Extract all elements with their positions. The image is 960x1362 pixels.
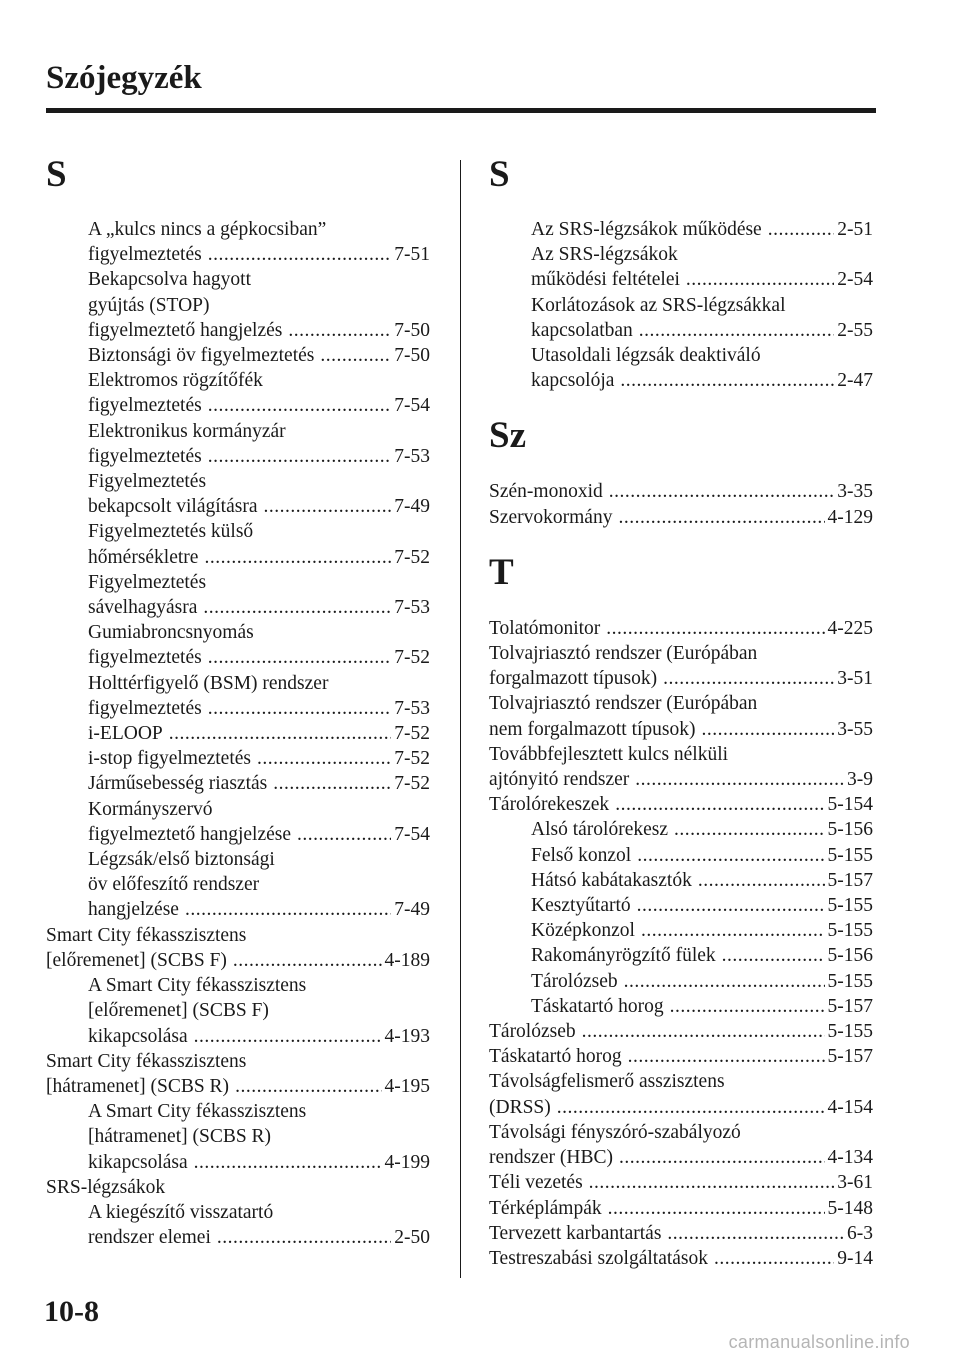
entry-last-line: [489, 1170, 873, 1195]
entry-last-line: [489, 666, 873, 691]
entry-last-line: [489, 1221, 873, 1246]
page-reference: 5-148: [827, 1197, 873, 1219]
entry-last-line: [88, 771, 430, 796]
index-entry: [489, 1246, 873, 1271]
dot-leader: [637, 893, 825, 918]
section-letter: S: [46, 154, 67, 195]
index-section: [489, 550, 873, 1271]
entry-text: A Smart City fékasszisztens: [88, 1101, 307, 1123]
entry-text: ajtónyitó rendszer: [489, 769, 630, 791]
entry-last-line: [531, 368, 873, 393]
entry-list: [489, 616, 873, 1271]
index-subentry: [489, 242, 873, 292]
entry-last-line: [531, 817, 873, 842]
dot-leader: [641, 918, 825, 943]
index-entry: [489, 1120, 873, 1170]
index-subentry: [46, 343, 430, 368]
entry-last-line: [88, 1225, 430, 1250]
dot-leader: [204, 545, 391, 570]
entry-text: hangjelzése: [88, 899, 179, 921]
entry-text: Figyelmeztetés: [88, 471, 207, 493]
entry-last-line: [46, 1175, 430, 1200]
dot-leader: [619, 1145, 825, 1170]
entry-text: kapcsolója: [531, 370, 615, 392]
entry-text: figyelmeztetés: [88, 244, 202, 266]
index-subentry: [46, 1099, 430, 1175]
index-subentry: [46, 671, 430, 721]
entry-text: SRS-légzsákok: [46, 1176, 166, 1198]
entry-last-line: [88, 822, 430, 847]
page-reference: 5-156: [827, 945, 873, 967]
entry-last-line: [46, 1074, 430, 1099]
entry-text: kapcsolatban: [531, 319, 633, 341]
dot-leader: [628, 1044, 825, 1069]
entry-text: Szervokormány: [489, 506, 613, 528]
index-subentry: [46, 771, 430, 796]
page-reference: 7-54: [394, 823, 430, 845]
entry-text: működési feltételei: [531, 269, 680, 291]
dot-leader: [288, 318, 391, 343]
page-reference: 9-14: [837, 1247, 873, 1269]
entry-last-line: [531, 843, 873, 868]
entry-text: A kiegészítő visszatartó: [88, 1201, 274, 1223]
page-reference: 3-61: [837, 1172, 873, 1194]
entry-text: Elektromos rögzítőfék: [88, 370, 263, 392]
entry-text: figyelmeztető hangjelzése: [88, 823, 292, 845]
entry-text: Kormányszervó: [88, 798, 213, 820]
index-section: [489, 413, 873, 529]
dot-leader: [257, 746, 391, 771]
page-reference: 7-52: [394, 748, 430, 770]
dot-leader: [169, 721, 392, 746]
page-reference: 2-51: [837, 219, 873, 240]
entry-last-line: [88, 545, 430, 570]
index-subentry: [489, 217, 873, 242]
page-reference: 7-49: [394, 899, 430, 921]
entry-text: Tolvajriasztó rendszer (Európában: [489, 693, 758, 715]
page-reference: 2-55: [837, 319, 873, 341]
index-subentry: [489, 893, 873, 918]
dot-leader: [208, 645, 392, 670]
section-letter: T: [489, 551, 514, 593]
index-section: [46, 152, 430, 1250]
page-reference: 7-53: [394, 697, 430, 719]
entry-text: Távolsági fényszóró-szabályozó: [489, 1121, 741, 1143]
dot-leader: [194, 1024, 382, 1049]
index-entry: [489, 742, 873, 792]
index-entry: [489, 479, 873, 504]
index-subentry: [489, 943, 873, 968]
entry-last-line: [531, 918, 873, 943]
column-divider: [460, 160, 461, 1278]
index-entry: [489, 1019, 873, 1044]
index-subentry: [489, 994, 873, 1019]
page-reference: 2-47: [837, 370, 873, 392]
index-subentry: [489, 343, 873, 393]
entry-text: Táskatartó horog: [531, 995, 664, 1017]
page-reference: 3-55: [837, 718, 873, 740]
entry-last-line: [88, 721, 430, 746]
entry-text: gyújtás (STOP): [88, 294, 210, 316]
page-reference: 5-157: [827, 995, 873, 1017]
page-reference: 2-54: [837, 269, 873, 291]
index-subentry: [46, 973, 430, 1049]
entry-last-line: [88, 897, 430, 922]
entry-last-line: [489, 505, 873, 530]
index-subentry: [489, 843, 873, 868]
entry-last-line: [489, 1044, 873, 1069]
entry-text: [előremenet] (SCBS F): [88, 1000, 269, 1022]
dot-leader: [714, 1246, 834, 1271]
entry-text: figyelmeztetés: [88, 395, 202, 417]
entry-text: kikapcsolása: [88, 1025, 188, 1047]
entry-text: Tervezett karbantartás: [489, 1222, 662, 1244]
index-entry: [46, 923, 430, 973]
entry-text: Hátsó kabátakasztók: [531, 869, 692, 891]
index-subentry: [489, 969, 873, 994]
entry-text: sávelhagyásra: [88, 597, 198, 619]
entry-last-line: [88, 494, 430, 519]
entry-last-line: [531, 969, 873, 994]
dot-leader: [639, 318, 834, 343]
entry-list: [46, 217, 430, 1250]
page-reference: 5-157: [827, 1046, 873, 1068]
index-entry: [46, 1049, 430, 1099]
index-entry: [489, 1221, 873, 1246]
dot-leader: [589, 1170, 835, 1195]
index-subentry: [46, 570, 430, 620]
entry-text: Tárolózseb: [531, 970, 618, 992]
page-reference: 4-193: [384, 1025, 430, 1047]
page-reference: 3-35: [837, 481, 873, 503]
index-subentry: [46, 267, 430, 343]
index-entry: [46, 1175, 430, 1200]
index-subentry: [46, 217, 430, 267]
entry-last-line: [531, 318, 873, 343]
header-rule: [46, 108, 876, 113]
dot-leader: [637, 843, 824, 868]
page-reference: 4-154: [827, 1096, 873, 1118]
index-subentry: [46, 419, 430, 469]
dot-leader: [208, 444, 392, 469]
page-title: Szójegyzék: [46, 60, 202, 96]
entry-text: figyelmeztetés: [88, 647, 202, 669]
entry-last-line: [88, 746, 430, 771]
page-reference: 3-51: [837, 668, 873, 690]
entry-text: Légzsák/első biztonsági: [88, 849, 275, 871]
entry-text: Bekapcsolva hagyott: [88, 269, 251, 291]
page-reference: 7-50: [394, 345, 430, 367]
entry-last-line: [88, 1150, 430, 1175]
index-entry: [489, 691, 873, 741]
entry-text: Alsó tárolórekesz: [531, 819, 668, 841]
entry-last-line: [88, 343, 430, 368]
entry-text: Figyelmeztetés külső: [88, 521, 254, 543]
entry-text: i-ELOOP: [88, 723, 163, 745]
index-subentry: [489, 868, 873, 893]
entry-text: nem forgalmazott típusok): [489, 718, 696, 740]
page-reference: 7-49: [394, 496, 430, 518]
section-letter: S: [489, 154, 510, 195]
entry-text: Tárolórekeszek: [489, 794, 610, 816]
entry-last-line: [531, 267, 873, 292]
index-entry: [489, 1170, 873, 1195]
page-reference: 7-51: [394, 244, 430, 266]
entry-last-line: [88, 393, 430, 418]
entry-last-line: [88, 645, 430, 670]
dot-leader: [208, 393, 392, 418]
entry-last-line: [489, 1019, 873, 1044]
entry-last-line: [531, 943, 873, 968]
page-reference: 5-155: [827, 970, 873, 992]
entry-text: Továbbfejlesztett kulcs nélküli: [489, 743, 729, 765]
index-entry: [489, 1069, 873, 1119]
entry-text: Tolvajriasztó rendszer (Európában: [489, 643, 758, 665]
entry-text: Az SRS-légzsákok működése: [531, 219, 762, 240]
entry-last-line: [489, 792, 873, 817]
entry-last-line: [88, 444, 430, 469]
index-subentry: [46, 519, 430, 569]
dot-leader: [768, 217, 835, 242]
entry-text: Táskatartó horog: [489, 1046, 622, 1068]
index-entry: [489, 641, 873, 691]
entry-text: A „kulcs nincs a gépkocsiban”: [88, 219, 327, 240]
entry-text: öv előfeszítő rendszer: [88, 874, 260, 896]
dot-leader: [667, 1221, 844, 1246]
entry-text: Térképlámpák: [489, 1197, 602, 1219]
page-reference: 5-155: [827, 895, 873, 917]
page-reference: 5-155: [827, 1021, 873, 1043]
entry-last-line: [489, 1246, 873, 1271]
entry-last-line: [88, 696, 430, 721]
dot-leader: [320, 343, 391, 368]
entry-last-line: [489, 1095, 873, 1120]
dot-leader: [606, 616, 824, 641]
entry-text: kikapcsolása: [88, 1151, 188, 1173]
page-reference: 5-155: [827, 920, 873, 942]
page-reference: 4-195: [384, 1075, 430, 1097]
entry-last-line: [489, 717, 873, 742]
entry-last-line: [46, 948, 430, 973]
index-entry: [489, 616, 873, 641]
entry-last-line: [531, 994, 873, 1019]
entry-text: bekapcsolt világításra: [88, 496, 258, 518]
entry-text: Testreszabási szolgáltatások: [489, 1247, 709, 1269]
page-reference: 7-50: [394, 319, 430, 341]
page-reference: 4-189: [384, 949, 430, 971]
dot-leader: [194, 1150, 382, 1175]
index-subentry: [489, 293, 873, 343]
index-column-right: [489, 152, 873, 1271]
entry-text: Távolságfelismerő asszisztens: [489, 1071, 725, 1093]
index-entry: [489, 505, 873, 530]
page-number: 10-8: [44, 1295, 99, 1328]
entry-last-line: [531, 868, 873, 893]
index-entry: [489, 1044, 873, 1069]
dot-leader: [273, 771, 391, 796]
page-reference: 7-52: [394, 546, 430, 568]
dot-leader: [203, 595, 391, 620]
dot-leader: [618, 505, 824, 530]
page-reference: 7-53: [394, 445, 430, 467]
entry-last-line: [88, 1024, 430, 1049]
entry-text: Tolatómonitor: [489, 617, 601, 639]
page-reference: 4-199: [384, 1151, 430, 1173]
dot-leader: [557, 1095, 825, 1120]
page-reference: 6-3: [847, 1222, 873, 1244]
entry-text: Téli vezetés: [489, 1172, 583, 1194]
entry-text: Smart City fékasszisztens: [46, 924, 247, 946]
entry-text: Biztonsági öv figyelmeztetés: [88, 345, 315, 367]
entry-text: Smart City fékasszisztens: [46, 1050, 247, 1072]
index-subentry: [46, 1200, 430, 1250]
entry-last-line: [88, 318, 430, 343]
entry-text: Az SRS-légzsákok: [531, 244, 678, 266]
page-reference: 5-157: [827, 869, 873, 891]
index-subentry: [46, 746, 430, 771]
page-reference: 4-129: [827, 506, 873, 528]
page-reference: 4-134: [827, 1147, 873, 1169]
entry-text: rendszer (HBC): [489, 1147, 613, 1169]
page-reference: 3-9: [847, 769, 873, 791]
dot-leader: [185, 897, 391, 922]
index-section: [489, 152, 873, 393]
entry-text: Szén-monoxid: [489, 481, 603, 503]
dot-leader: [670, 994, 825, 1019]
entry-last-line: [489, 767, 873, 792]
entry-text: Gumiabroncsnyomás: [88, 622, 254, 644]
page-reference: 5-155: [827, 844, 873, 866]
entry-text: [hátramenet] (SCBS R): [88, 1126, 272, 1148]
entry-last-line: [531, 217, 873, 242]
page-reference: 7-53: [394, 597, 430, 619]
page-reference: 2-50: [394, 1227, 430, 1249]
entry-last-line: [531, 893, 873, 918]
entry-text: Rakományrögzítő fülek: [531, 945, 716, 967]
entry-text: figyelmeztetés: [88, 445, 202, 467]
page-reference: 7-52: [394, 647, 430, 669]
dot-leader: [698, 868, 825, 893]
index-subentry: [46, 797, 430, 847]
entry-list: [489, 217, 873, 393]
page-reference: 7-52: [394, 723, 430, 745]
dot-leader: [263, 494, 391, 519]
entry-text: i-stop figyelmeztetés: [88, 748, 251, 770]
dot-leader: [208, 696, 392, 721]
entry-text: hőmérsékletre: [88, 546, 199, 568]
watermark: carmanualsonline.info: [728, 1332, 910, 1352]
dot-leader: [608, 1196, 825, 1221]
dot-leader: [217, 1225, 391, 1250]
entry-text: Holttérfigyelő (BSM) rendszer: [88, 672, 329, 694]
index-entry: [489, 1196, 873, 1221]
entry-text: Középkonzol: [531, 920, 635, 942]
entry-text: Figyelmeztetés: [88, 571, 207, 593]
dot-leader: [674, 817, 825, 842]
page-reference: 5-154: [827, 794, 873, 816]
dot-leader: [235, 1074, 381, 1099]
page-reference: 7-52: [394, 773, 430, 795]
entry-text: forgalmazott típusok): [489, 668, 658, 690]
index-subentry: [46, 847, 430, 923]
entry-text: [hátramenet] (SCBS R): [46, 1075, 230, 1097]
index-entry: [489, 792, 873, 817]
page-reference: 4-225: [827, 617, 873, 639]
entry-last-line: [489, 616, 873, 641]
dot-leader: [233, 948, 382, 973]
section-letter: Sz: [489, 415, 526, 457]
dot-leader: [615, 792, 824, 817]
entry-last-line: [88, 242, 430, 267]
entry-text: A Smart City fékasszisztens: [88, 975, 307, 997]
entry-text: rendszer elemei: [88, 1227, 211, 1249]
entry-text: (DRSS): [489, 1096, 551, 1118]
dot-leader: [582, 1019, 825, 1044]
index-subentry: [46, 368, 430, 418]
entry-text: Járműsebesség riasztás: [88, 773, 268, 795]
entry-text: Tárolózseb: [489, 1021, 576, 1043]
dot-leader: [702, 717, 835, 742]
entry-last-line: [489, 1196, 873, 1221]
index-subentry: [489, 918, 873, 943]
dot-leader: [624, 969, 825, 994]
index-subentry: [46, 469, 430, 519]
entry-list: [489, 479, 873, 529]
entry-text: [előremenet] (SCBS F): [46, 949, 227, 971]
dot-leader: [663, 666, 834, 691]
index-subentry: [46, 721, 430, 746]
index-column-left: [46, 152, 430, 1250]
entry-text: Korlátozások az SRS-légzsákkal: [531, 294, 786, 316]
dot-leader: [297, 822, 391, 847]
entry-text: Kesztyűtartó: [531, 895, 631, 917]
entry-text: figyelmeztetés: [88, 697, 202, 719]
dot-leader: [686, 267, 834, 292]
entry-text: Elektronikus kormányzár: [88, 420, 286, 442]
entry-last-line: [489, 479, 873, 504]
entry-text: Felső konzol: [531, 844, 632, 866]
dot-leader: [722, 943, 825, 968]
entry-last-line: [489, 1145, 873, 1170]
dot-leader: [620, 368, 834, 393]
entry-text: figyelmeztető hangjelzés: [88, 319, 283, 341]
page-reference: 7-54: [394, 395, 430, 417]
dot-leader: [635, 767, 844, 792]
dot-leader: [208, 242, 392, 267]
index-subentry: [46, 620, 430, 670]
entry-last-line: [88, 595, 430, 620]
index-subentry: [489, 817, 873, 842]
entry-text: Utasoldali légzsák deaktiváló: [531, 345, 761, 367]
page-reference: 5-156: [827, 819, 873, 841]
dot-leader: [609, 479, 835, 504]
